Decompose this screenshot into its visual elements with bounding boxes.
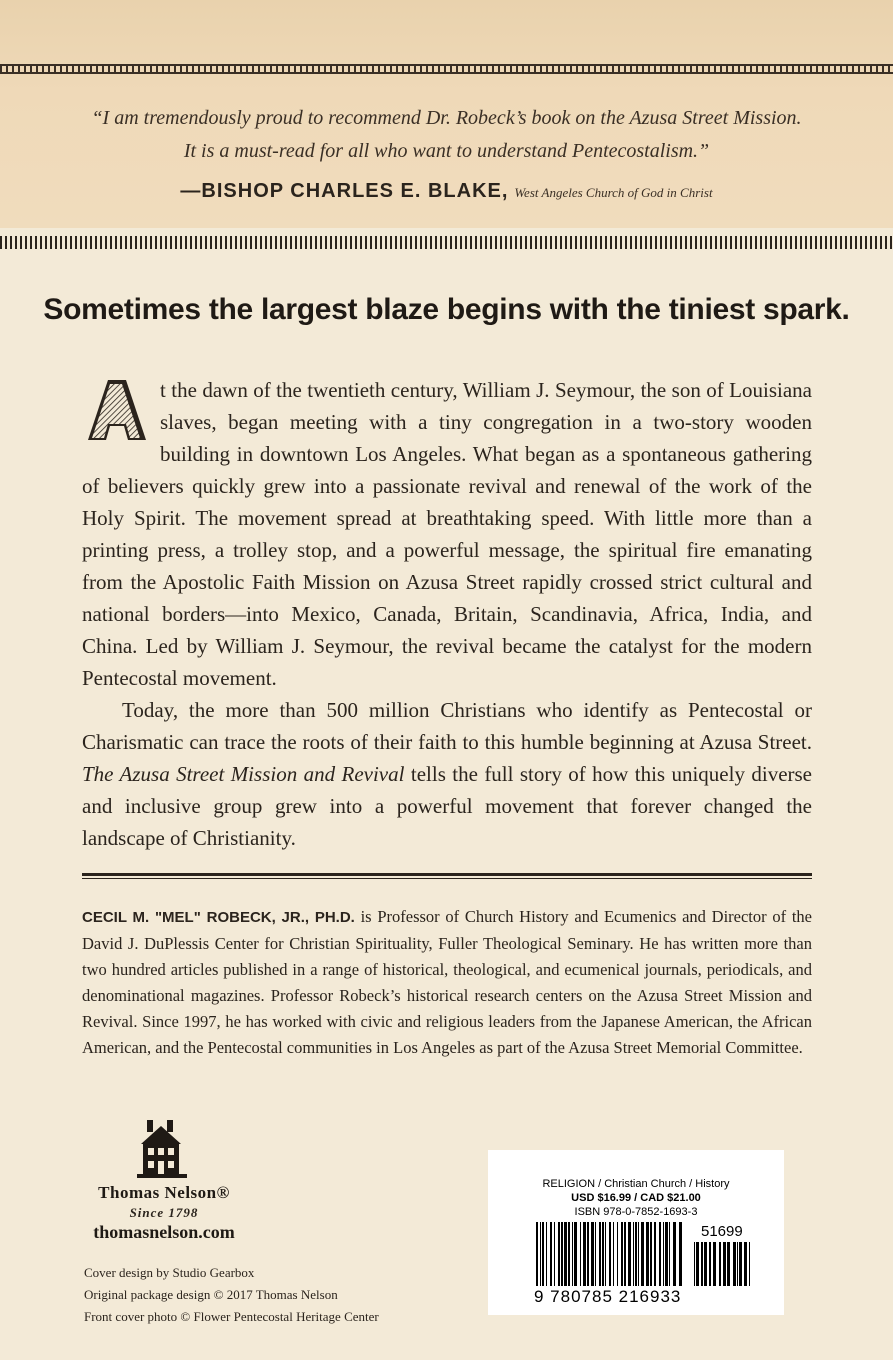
barcode-bar: [542, 1222, 544, 1286]
addon-bars: [694, 1242, 750, 1286]
barcode-bar: [564, 1222, 567, 1286]
bio-divider-thick: [82, 873, 812, 876]
author-bio-text: is Professor of Church History and Ecumenics and Director of the David J. DuPlessis Center for Christian Spirituality, Fuller Theological Seminary. He has written more than two hundred articles published in a range of historical, theological, and ecumenical journals, periodicals, and denominational magazines. Professor Robeck’s historical research centers on the Azusa Street Mission and Revival. Since 1997, he has worked with civic and religious leaders from the Japanese American, the African American, and the Pentecostal communities in Los Angeles as part of the Azusa Street Memorial Committee.: [82, 907, 812, 1057]
headline: Sometimes the largest blaze begins with the tiniest spark.: [43, 293, 850, 326]
barcode-bar: [540, 1222, 541, 1286]
barcode-isbn: ISBN 978-0-7852-1693-3: [574, 1206, 698, 1218]
barcode-bar: [737, 1242, 738, 1286]
barcode-bar: [704, 1242, 707, 1286]
barcode-bar: [723, 1242, 726, 1286]
cover-credits: [84, 1262, 464, 1328]
barcode-bar: [713, 1242, 716, 1286]
barcode-bar: [550, 1222, 552, 1286]
paragraph-2-text-b: tells the full story of how this uniquely diverse and inclusive group grew into a powerful movement that forever changed the landscape of Christianity.: [82, 762, 812, 850]
paragraph-1-text: t the dawn of the twentieth century, William J. Seymour, the son of Louisiana slaves, began meeting with a tiny congregation in a two-story wooden building in downtown Los Angeles. What began as a spontaneous gathering of believers quickly grew into a passionate revival and renewal of the work of the Holy Spirit. The movement spread at breathtaking speed. With little more than a printing press, a trolley stop, and a powerful message, the spiritual fire emanating from the Apostolic Faith Mission on Azusa Street rapidly crossed strict cultural and national borders—into Mexico, Canada, Britain, Scandinavia, Africa, India, and China. Led by William J. Seymour, the revival became the catalyst for the modern Pentecostal movement.: [82, 378, 812, 690]
barcode-bar: [617, 1222, 618, 1286]
quote-attribution: [40, 180, 853, 203]
barcode-bar: [744, 1242, 747, 1286]
barcode-bar: [635, 1222, 637, 1286]
barcode-bar: [638, 1222, 639, 1286]
author-name: CECIL M. "MEL" ROBECK, JR., PH.D.: [82, 909, 355, 926]
ean-bars: [536, 1222, 682, 1286]
barcode-bar: [583, 1222, 586, 1286]
barcode-bar: [568, 1222, 570, 1286]
body-paragraph-1: [82, 374, 812, 694]
quote-line-2: It is a must-read for all who want to understand Pentecostalism.”: [183, 140, 710, 162]
barcode-bar: [727, 1242, 730, 1286]
barcode-bar: [694, 1242, 695, 1286]
barcode-bar: [749, 1242, 750, 1286]
quote-author-title: West Angeles Church of God in Christ: [514, 185, 713, 200]
barcode-category: RELIGION / Christian Church / History: [542, 1178, 730, 1190]
credit-line: Cover design by Studio Gearbox: [84, 1265, 255, 1280]
barcode-bar: [580, 1222, 581, 1286]
barcode-bar: [621, 1222, 623, 1286]
barcode-bar: [663, 1222, 664, 1286]
publisher-name: Thomas Nelson®: [98, 1183, 230, 1202]
description-body: [82, 374, 812, 854]
barcode-bar: [613, 1222, 614, 1286]
barcode-price: USD $16.99 / CAD $21.00: [571, 1192, 701, 1204]
endorsement-quote: [40, 102, 853, 168]
barcode-bar: [641, 1222, 644, 1286]
barcode-bar: [696, 1242, 699, 1286]
barcode-panel: [488, 1150, 784, 1315]
top-decorative-rule: [0, 64, 893, 74]
barcode-bar: [673, 1222, 676, 1286]
barcode-bar: [739, 1242, 742, 1286]
barcode-bar: [665, 1222, 668, 1286]
dropcap-a-icon: [82, 376, 152, 442]
book-title-italic: The Azusa Street Mission and Revival: [82, 762, 405, 786]
barcode-bar: [554, 1222, 555, 1286]
credit-line: Original package design © 2017 Thomas Nelson: [84, 1287, 338, 1302]
barcode-bar: [536, 1222, 538, 1286]
barcode-bar: [679, 1222, 682, 1286]
barcode-bar: [701, 1242, 703, 1286]
barcode-bar: [572, 1222, 573, 1286]
barcode-bar: [605, 1222, 606, 1286]
quote-line-1: “I am tremendously proud to recommend Dr. Robeck’s book on the Azusa Street Mission.: [91, 107, 802, 129]
barcode-price-code: 51699: [701, 1223, 743, 1240]
barcode-bar: [719, 1242, 721, 1286]
publisher-house-logo-icon: [137, 1118, 187, 1184]
barcode-bar: [595, 1222, 596, 1286]
barcode-bar: [628, 1222, 631, 1286]
barcode-bar: [650, 1222, 652, 1286]
paragraph-2-text-a: Today, the more than 500 million Christians who identify as Pentecostal or Charismatic can trace the roots of their faith to this humble beginning at Azusa Street.: [82, 698, 812, 754]
barcode-bar: [591, 1222, 594, 1286]
barcode-bar: [546, 1222, 547, 1286]
barcode-bar: [602, 1222, 604, 1286]
hatched-divider: [0, 236, 893, 249]
barcode-bar: [733, 1242, 736, 1286]
barcode-bar: [669, 1222, 670, 1286]
quote-author: —BISHOP CHARLES E. BLAKE,: [180, 180, 509, 202]
publisher-website: thomasnelson.com: [93, 1222, 235, 1242]
bio-divider-thin: [82, 878, 812, 879]
credit-line: Front cover photo © Flower Pentecostal Heritage Center: [84, 1309, 379, 1324]
barcode-bar: [574, 1222, 577, 1286]
barcode-bar: [624, 1222, 626, 1286]
body-paragraph-2: [82, 694, 812, 854]
barcode-bar: [561, 1222, 563, 1286]
author-bio: [82, 904, 812, 1061]
barcode-ean-digits: 9 780785 216933: [534, 1287, 682, 1306]
barcode-bar: [654, 1222, 656, 1286]
barcode-bar: [558, 1222, 560, 1286]
barcode-bar: [609, 1222, 611, 1286]
barcode-bar: [709, 1242, 711, 1286]
barcode-graphic: [488, 1150, 784, 1315]
barcode-bar: [599, 1222, 601, 1286]
barcode-bar: [659, 1222, 661, 1286]
barcode-bar: [646, 1222, 649, 1286]
barcode-bar: [587, 1222, 589, 1286]
publisher-since: Since 1798: [129, 1205, 199, 1220]
barcode-bar: [633, 1222, 634, 1286]
